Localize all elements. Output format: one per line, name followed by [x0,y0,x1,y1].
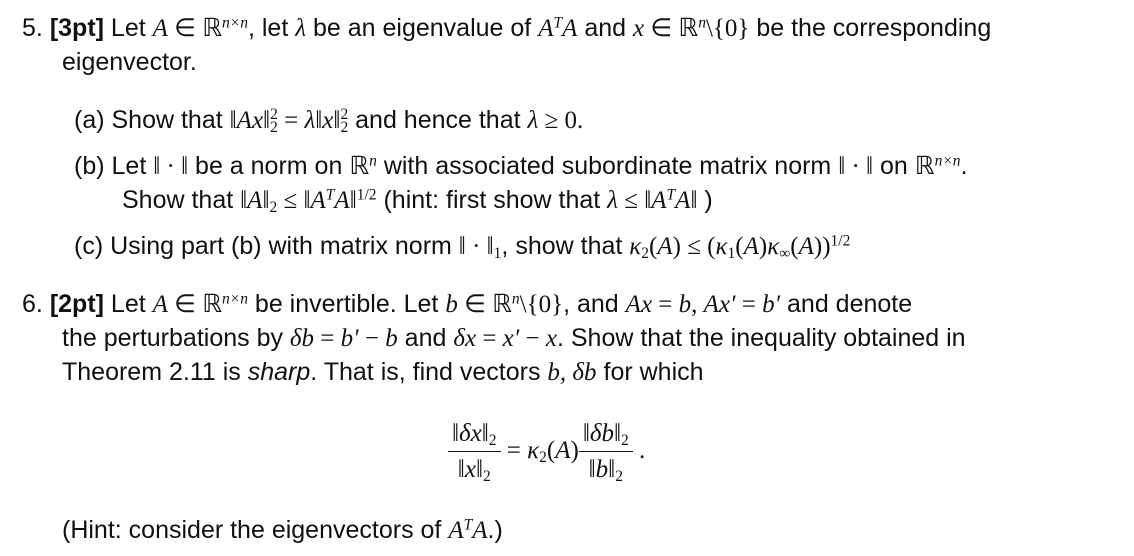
math: ) ≤ ( [672,233,716,260]
math: 1 [727,244,736,262]
text: Using part (b) with matrix norm [103,232,459,260]
display-equation [448,418,645,485]
math: x [464,456,476,483]
math: x [322,107,334,134]
math: n [511,290,520,308]
text: be invertible. Let [247,290,446,318]
math: δb [289,325,315,352]
math: ℝ [678,15,699,42]
math: ℝ [914,153,935,180]
math: A [798,233,814,260]
math: A [651,187,667,214]
math: = [735,291,763,318]
text: , show that [501,232,630,260]
math: − [519,325,546,352]
math: ‖ · ‖ [838,153,874,180]
math: δx [453,325,477,352]
math: b [385,325,398,352]
math: 2 [270,119,278,137]
math: δx [459,420,482,447]
text: and hence that [348,106,528,134]
math: T [553,14,563,32]
math: ) [758,233,768,260]
math: Ax′ [703,291,736,318]
math: κ [629,233,642,260]
lhs-denominator [448,452,501,485]
math: A [247,187,263,214]
math: x′ [502,325,520,352]
part-label: (b) [74,152,105,180]
text: be an eigenvalue of [306,14,539,42]
math: b′ [340,325,359,352]
problem-5-line-1 [22,12,991,45]
problem-5c [74,230,850,263]
problem-6-points: [2pt] [49,290,104,318]
math: A [562,15,578,42]
text: and denote [780,290,913,318]
text: for which [596,358,704,386]
problem-6-number: 6. [22,290,43,318]
math: ∈ [644,15,679,42]
text: Show that [122,186,241,214]
math: A [657,233,673,260]
part-label: (a) [74,106,105,134]
lhs-fraction [448,418,501,485]
math: ≥ 0. [538,107,584,134]
math: ‖ [582,420,590,447]
problem-5-line-2: eigenvector. [62,48,197,76]
math: − [358,325,386,352]
math: T [666,186,676,204]
math: x [545,325,557,352]
math: ‖ [690,187,698,214]
math: = [476,325,503,352]
problem-5-points: [3pt] [49,14,104,42]
math: b′ [762,291,781,318]
math: , [691,291,704,318]
math: ‖ [240,187,248,214]
text: Show that [104,106,230,134]
text: Theorem 2.11 is [62,358,248,386]
math: n [369,152,377,170]
problem-6-line-3 [62,356,704,389]
math: 2 [615,467,623,485]
rhs-numerator [579,418,633,452]
math: ‖ [303,187,311,214]
math: κ [527,437,540,465]
math: ( [790,233,799,260]
text: on [873,152,915,180]
problem-5b-line-2 [122,184,713,217]
math: ℝ [492,291,512,318]
math: = [314,325,341,352]
math: ‖ [608,456,616,483]
math: b, δb [547,359,597,386]
math: ∈ [457,291,493,318]
text: . Show that the inequality obtained in [556,324,966,352]
math: ‖ [613,420,622,447]
text: be a norm on [188,152,350,180]
math: b [445,291,458,318]
math: ‖ [452,420,460,447]
problem-5b-line-1 [74,150,968,183]
text: Let [103,290,153,318]
text: and [397,324,454,352]
math: T [325,186,335,204]
text: .) [487,516,503,544]
math: = [652,291,679,318]
emphasis-sharp: sharp [247,358,311,386]
math: 2 [641,244,650,262]
math: ‖ · ‖ [458,233,494,260]
text: ) [697,186,713,214]
part-label: (c) [74,232,104,260]
math: A [448,517,464,544]
math: ) [570,437,579,465]
math: 2 [340,106,349,124]
text: with associated subordinate matrix norm [376,152,839,180]
math: \{0} [519,291,564,318]
math: A [743,233,759,260]
math: . [632,437,646,465]
math: b [595,456,609,483]
problem-5a [74,104,583,137]
math: ‖ [644,187,652,214]
math: ‖ [333,107,341,134]
text: Let [103,14,153,42]
math: Ax [236,107,264,134]
math: κ [767,233,780,260]
math: ∞ [779,244,791,262]
math: ≤ [618,187,645,214]
problem-5-number: 5. [22,14,43,42]
text: be the corresponding [749,14,992,42]
math: ( [735,233,744,260]
math: 2 [482,467,491,485]
math: δb [589,420,614,447]
math: ‖ [475,456,483,483]
math: ≤ [277,187,304,214]
math: A [555,437,571,465]
math: ‖ [349,187,357,214]
math: ‖ [457,456,465,483]
math: ∈ [167,291,203,318]
text: and [577,14,633,42]
math: ℝ [349,153,370,180]
math: = [500,437,528,465]
math: ‖ [315,107,323,134]
math: κ [715,233,728,260]
math: λ [304,107,316,134]
math: n×n [222,14,248,32]
math: x [632,15,645,42]
math: ℝ [202,15,222,42]
text: . [960,152,968,180]
math: ‖ · ‖ [153,153,189,180]
math: 1/2 [830,232,851,250]
math: ‖ [263,107,271,134]
math: n×n [934,152,961,170]
math: A [538,15,554,42]
math: b [678,291,692,318]
math: = [277,107,305,134]
math: n×n [222,290,248,308]
math: A [310,187,326,214]
math: A [675,187,691,214]
math: 2 [488,431,497,449]
math: \{0} [705,15,750,42]
problem-6-line-1 [22,288,912,321]
math: ‖ [229,107,237,134]
math: A [152,291,168,318]
math: 2 [269,198,278,216]
math: A [152,15,168,42]
lhs-numerator [448,418,501,452]
math: 1 [493,244,502,262]
text: , let [247,14,296,42]
math: A [334,187,350,214]
problem-6-hint [62,514,503,547]
math: T [463,516,473,534]
math: λ [607,187,618,214]
text: , and [563,290,626,318]
text: the perturbations by [62,324,290,352]
math: )) [813,233,831,260]
rhs-fraction [579,418,633,485]
math: 2 [270,106,278,124]
rhs-denominator [579,452,633,485]
math: ∈ [167,15,203,42]
math: ‖ [588,456,596,483]
math: 2 [340,119,349,137]
text: (Hint: consider the eigenvectors of [62,516,449,544]
math: 1/2 [356,186,377,204]
math: A [472,517,488,544]
math: Ax [625,291,653,318]
math: ( [649,233,658,260]
math: n [698,14,706,32]
math: 2 [621,431,629,449]
script-stack [270,106,278,137]
math: ℝ [202,291,222,318]
math: 2 [539,448,547,466]
math: ‖ [262,187,270,214]
text: . That is, find vectors [310,358,548,386]
text: (hint: first show that [376,186,608,214]
math: λ [527,107,539,134]
math: λ [295,15,307,42]
text: Let [104,152,154,180]
math: ( [546,437,556,465]
math: ‖ [481,420,489,447]
problem-6-line-2 [62,322,966,355]
